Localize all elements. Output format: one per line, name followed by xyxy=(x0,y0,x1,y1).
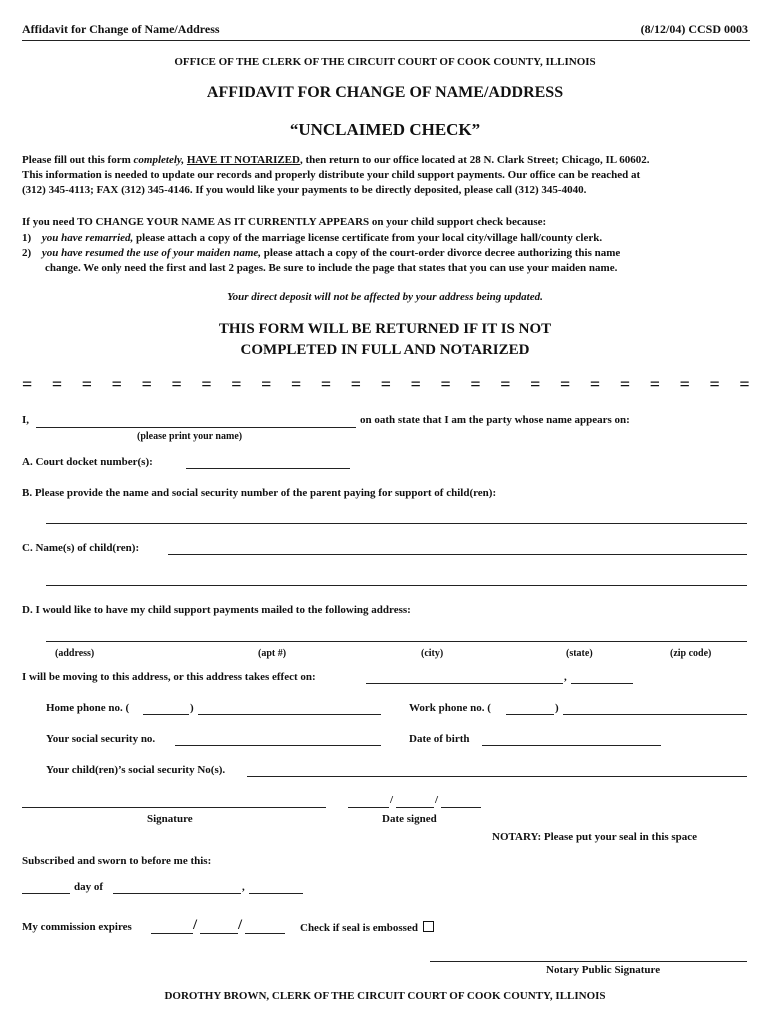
home-phone-label: Home phone no. ( xyxy=(46,702,130,714)
children-names-field[interactable] xyxy=(168,554,747,555)
separator-mark: = xyxy=(500,374,511,394)
separator-mark: = xyxy=(649,374,660,394)
court-docket-field[interactable] xyxy=(186,468,350,469)
separator-mark: = xyxy=(51,374,63,394)
address-label: (address) xyxy=(55,648,95,659)
change-name-item-1: 1) you have remarried, please attach a copy of the marriage license certificate from your local city/village hall/county clerk. xyxy=(22,232,603,244)
embossed-label xyxy=(300,921,434,934)
separator xyxy=(22,374,750,394)
separator-mark: = xyxy=(380,374,391,394)
date-signed-month-field[interactable] xyxy=(348,807,389,808)
intro-completely: completely, xyxy=(133,154,185,166)
oath-i: I, xyxy=(22,414,30,426)
parent-info-field[interactable] xyxy=(46,523,747,524)
commission-slash-1: / xyxy=(193,917,198,933)
separator-mark: = xyxy=(679,374,690,394)
work-phone-field[interactable] xyxy=(563,714,747,715)
separator-mark: = xyxy=(410,374,421,394)
section-d-label: D. I would like to have my child support payments mailed to the following address: xyxy=(22,604,411,616)
warning-line-1: THIS FORM WILL BE RETURNED IF IT IS NOT xyxy=(218,321,552,337)
intro-line-2: This information is needed to update our records and properly distribute your child support payments. Our office can be reached at xyxy=(22,169,641,181)
separator-mark: = xyxy=(201,374,212,394)
intro-line-1 xyxy=(22,154,649,166)
date-signed-day-field[interactable] xyxy=(396,807,434,808)
sworn-comma: , xyxy=(242,881,245,893)
separator-mark: = xyxy=(619,374,631,394)
change-name-item-2: 2) you have resumed the use of your maiden name, please attach a copy of the court-order divorce decree authorizing this name xyxy=(22,247,621,259)
notary-signature-field[interactable] xyxy=(430,961,747,962)
moving-comma: , xyxy=(564,671,567,683)
mailing-address-field[interactable] xyxy=(46,641,747,642)
ssn-label: Your social security no. xyxy=(46,733,156,745)
dob-field[interactable] xyxy=(482,745,661,746)
separator-mark: = xyxy=(171,374,182,394)
intro-notarized: HAVE IT NOTARIZED xyxy=(186,154,300,166)
work-area-code-field[interactable] xyxy=(506,714,554,715)
separator-mark: = xyxy=(320,374,332,394)
sworn-year-field[interactable] xyxy=(249,893,303,894)
warning-line-2: COMPLETED IN FULL AND NOTARIZED xyxy=(240,342,530,358)
separator-mark: = xyxy=(530,374,541,394)
header-form-title: Affidavit for Change of Name/Address xyxy=(22,22,220,36)
header-rule xyxy=(22,40,750,41)
notary-seal-note: NOTARY: Please put your seal in this space xyxy=(492,831,698,843)
home-phone-field[interactable] xyxy=(198,714,381,715)
print-name-hint: (please print your name) xyxy=(137,431,243,442)
page-subtitle: “UNCLAIMED CHECK” xyxy=(289,120,481,139)
city-label: (city) xyxy=(421,648,444,659)
separator-mark: = xyxy=(709,374,720,394)
commission-month-field[interactable] xyxy=(151,933,193,934)
separator-mark: = xyxy=(81,374,93,394)
children-ssn-field[interactable] xyxy=(247,776,747,777)
sworn-month-field[interactable] xyxy=(113,893,241,894)
commission-year-field[interactable] xyxy=(245,933,285,934)
zip-label: (zip code) xyxy=(670,648,712,659)
deposit-note: Your direct deposit will not be affected by your address being updated. xyxy=(227,291,543,303)
signature-field[interactable] xyxy=(22,807,326,808)
change-name-heading: If you need TO CHANGE YOUR NAME AS IT CURRENTLY APPEARS on your child support check because: xyxy=(22,216,547,228)
oath-statement: on oath state that I am the party whose name appears on: xyxy=(360,414,630,426)
commission-slash-2: / xyxy=(238,917,243,933)
day-of-label: day of xyxy=(74,881,104,893)
moving-date-field[interactable] xyxy=(366,683,563,684)
separator-mark: = xyxy=(22,374,33,394)
work-phone-label: Work phone no. ( xyxy=(409,702,491,714)
separator-mark: = xyxy=(291,374,302,394)
intro-text: Please fill out this form xyxy=(22,154,134,166)
intro-line-3: (312) 345-4113; FAX (312) 345-4146. If you would like your payments to be directly deposited, please call (312) 345-4040. xyxy=(22,184,587,196)
page-title: AFFIDAVIT FOR CHANGE OF NAME/ADDRESS xyxy=(206,84,564,101)
sworn-day-field[interactable] xyxy=(22,893,70,894)
home-phone-paren: ) xyxy=(190,702,194,714)
subscribed-heading: Subscribed and sworn to before me this: xyxy=(22,855,212,867)
commission-label: My commission expires xyxy=(22,921,132,933)
intro-address: , then return to our office located at 28 N. Clark Street; Chicago, IL 60602. xyxy=(299,154,650,166)
separator-mark: = xyxy=(560,374,571,394)
print-name-field[interactable] xyxy=(36,427,356,428)
work-phone-paren: ) xyxy=(555,702,559,714)
notary-signature-label: Notary Public Signature xyxy=(546,964,661,976)
date-signed-label: Date signed xyxy=(382,813,437,825)
separator-mark: = xyxy=(440,374,451,394)
separator-mark: = xyxy=(589,374,601,394)
date-slash-2: / xyxy=(435,794,439,806)
children-names-field-2[interactable] xyxy=(46,585,747,586)
change-name-item-2-cont: change. We only need the first and last 2 pages. Be sure to include the page that states that you can use your maiden name. xyxy=(45,262,618,274)
moving-label: I will be moving to this address, or this address takes effect on: xyxy=(22,671,316,683)
state-label: (state) xyxy=(566,648,593,659)
apt-label: (apt #) xyxy=(258,648,287,659)
signature-label: Signature xyxy=(147,813,193,825)
separator-mark: = xyxy=(261,374,272,394)
section-c-label: C. Name(s) of child(ren): xyxy=(22,542,140,554)
home-area-code-field[interactable] xyxy=(143,714,189,715)
commission-day-field[interactable] xyxy=(200,933,238,934)
office-heading: OFFICE OF THE CLERK OF THE CIRCUIT COURT OF COOK COUNTY, ILLINOIS xyxy=(174,56,596,68)
separator-mark: = xyxy=(350,374,362,394)
separator-mark: = xyxy=(470,374,481,394)
date-slash-1: / xyxy=(390,794,394,806)
separator-mark: = xyxy=(141,374,152,394)
embossed-text: Check if seal is embossed xyxy=(300,922,418,934)
moving-year-field[interactable] xyxy=(571,683,633,684)
embossed-checkbox[interactable] xyxy=(423,921,434,932)
footer-clerk: DOROTHY BROWN, CLERK OF THE CIRCUIT COURT OF COOK COUNTY, ILLINOIS xyxy=(164,990,606,1002)
section-b-label: B. Please provide the name and social security number of the parent paying for support of child(ren): xyxy=(22,487,497,499)
date-signed-year-field[interactable] xyxy=(441,807,481,808)
ssn-field[interactable] xyxy=(175,745,381,746)
children-ssn-label: Your child(ren)’s social security No(s). xyxy=(46,764,226,776)
section-a-label: A. Court docket number(s): xyxy=(22,456,153,468)
header-form-code: (8/12/04) CCSD 0003 xyxy=(640,22,748,36)
dob-label: Date of birth xyxy=(409,733,470,745)
separator-mark: = xyxy=(111,374,122,394)
separator-mark: = xyxy=(231,374,242,394)
separator-mark: = xyxy=(739,374,750,394)
